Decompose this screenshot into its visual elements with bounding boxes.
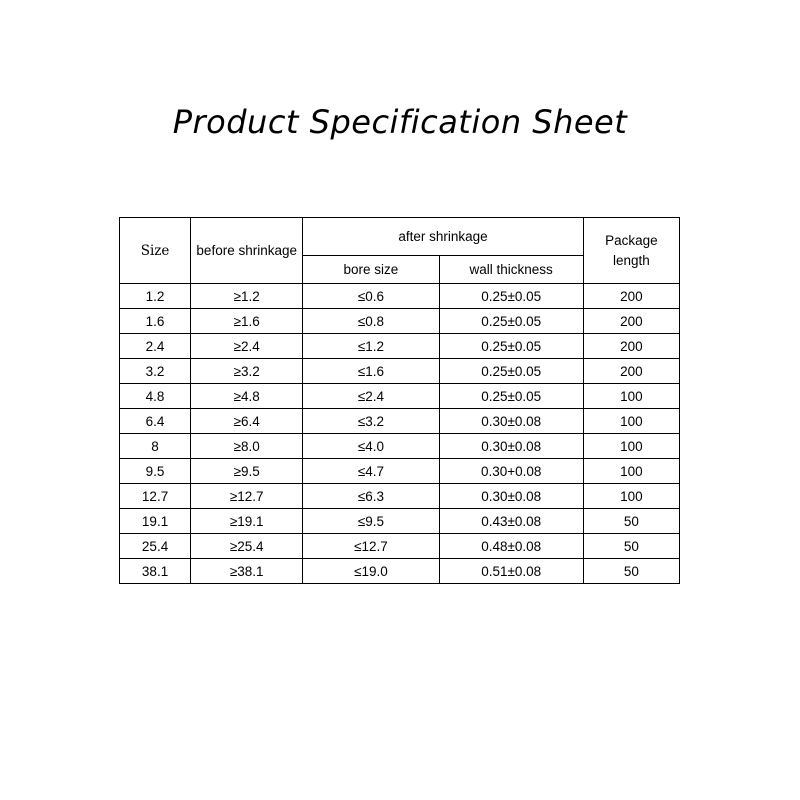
header-package-line-1: Package	[605, 232, 658, 248]
header-row	[120, 218, 680, 256]
cell-wall-thickness: 0.30±0.08	[439, 409, 583, 434]
table-row	[120, 559, 680, 584]
cell-bore-size: ≤4.0	[303, 434, 439, 459]
cell-package-length: 50	[583, 509, 679, 534]
cell-bore-size: ≤9.5	[303, 509, 439, 534]
cell-size: 9.5	[120, 459, 191, 484]
cell-before-shrinkage: ≥19.1	[191, 509, 303, 534]
cell-package-length: 100	[583, 384, 679, 409]
header-wall-thickness: wall thickness	[439, 256, 583, 284]
cell-before-shrinkage: ≥2.4	[191, 334, 303, 359]
cell-before-shrinkage: ≥3.2	[191, 359, 303, 384]
table-row	[120, 509, 680, 534]
cell-size: 1.6	[120, 309, 191, 334]
table-row	[120, 309, 680, 334]
cell-before-shrinkage: ≥12.7	[191, 484, 303, 509]
header-after-shrinkage: after shrinkage	[303, 218, 583, 256]
cell-bore-size: ≤1.2	[303, 334, 439, 359]
cell-bore-size: ≤12.7	[303, 534, 439, 559]
table-row	[120, 534, 680, 559]
cell-package-length: 200	[583, 284, 679, 309]
header-bore-size: bore size	[303, 256, 439, 284]
cell-size: 3.2	[120, 359, 191, 384]
table-row	[120, 459, 680, 484]
cell-wall-thickness: 0.30±0.08	[439, 484, 583, 509]
page-title: Product Specification Sheet	[172, 103, 628, 141]
cell-size: 8	[120, 434, 191, 459]
table-row	[120, 334, 680, 359]
cell-size: 12.7	[120, 484, 191, 509]
cell-size: 6.4	[120, 409, 191, 434]
header-before-shrinkage: before shrinkage	[191, 218, 303, 284]
cell-package-length: 200	[583, 334, 679, 359]
cell-bore-size: ≤19.0	[303, 559, 439, 584]
cell-bore-size: ≤2.4	[303, 384, 439, 409]
cell-wall-thickness: 0.43±0.08	[439, 509, 583, 534]
cell-before-shrinkage: ≥1.2	[191, 284, 303, 309]
cell-size: 19.1	[120, 509, 191, 534]
cell-bore-size: ≤0.6	[303, 284, 439, 309]
header-package-line-2: length	[613, 252, 650, 268]
table-row	[120, 359, 680, 384]
table-row	[120, 409, 680, 434]
cell-size: 4.8	[120, 384, 191, 409]
table-row	[120, 284, 680, 309]
cell-bore-size: ≤4.7	[303, 459, 439, 484]
cell-wall-thickness: 0.25±0.05	[439, 309, 583, 334]
cell-package-length: 100	[583, 484, 679, 509]
cell-package-length: 100	[583, 434, 679, 459]
cell-package-length: 50	[583, 534, 679, 559]
cell-wall-thickness: 0.30±0.08	[439, 434, 583, 459]
cell-bore-size: ≤0.8	[303, 309, 439, 334]
cell-before-shrinkage: ≥4.8	[191, 384, 303, 409]
cell-wall-thickness: 0.30+0.08	[439, 459, 583, 484]
header-package-length	[583, 218, 679, 284]
cell-before-shrinkage: ≥25.4	[191, 534, 303, 559]
cell-wall-thickness: 0.48±0.08	[439, 534, 583, 559]
cell-before-shrinkage: ≥8.0	[191, 434, 303, 459]
cell-wall-thickness: 0.25±0.05	[439, 284, 583, 309]
table-row	[120, 484, 680, 509]
cell-size: 2.4	[120, 334, 191, 359]
cell-wall-thickness: 0.25±0.05	[439, 384, 583, 409]
cell-wall-thickness: 0.25±0.05	[439, 334, 583, 359]
cell-package-length: 100	[583, 409, 679, 434]
cell-size: 1.2	[120, 284, 191, 309]
table-row	[120, 384, 680, 409]
cell-wall-thickness: 0.25±0.05	[439, 359, 583, 384]
cell-size: 38.1	[120, 559, 191, 584]
cell-bore-size: ≤1.6	[303, 359, 439, 384]
cell-package-length: 50	[583, 559, 679, 584]
cell-package-length: 200	[583, 359, 679, 384]
cell-before-shrinkage: ≥6.4	[191, 409, 303, 434]
cell-package-length: 100	[583, 459, 679, 484]
cell-package-length: 200	[583, 309, 679, 334]
cell-before-shrinkage: ≥1.6	[191, 309, 303, 334]
cell-before-shrinkage: ≥38.1	[191, 559, 303, 584]
header-size: Size	[120, 218, 191, 284]
cell-bore-size: ≤3.2	[303, 409, 439, 434]
cell-before-shrinkage: ≥9.5	[191, 459, 303, 484]
cell-size: 25.4	[120, 534, 191, 559]
table-row	[120, 434, 680, 459]
cell-bore-size: ≤6.3	[303, 484, 439, 509]
cell-wall-thickness: 0.51±0.08	[439, 559, 583, 584]
table-body	[120, 284, 680, 584]
spec-table	[119, 217, 680, 584]
